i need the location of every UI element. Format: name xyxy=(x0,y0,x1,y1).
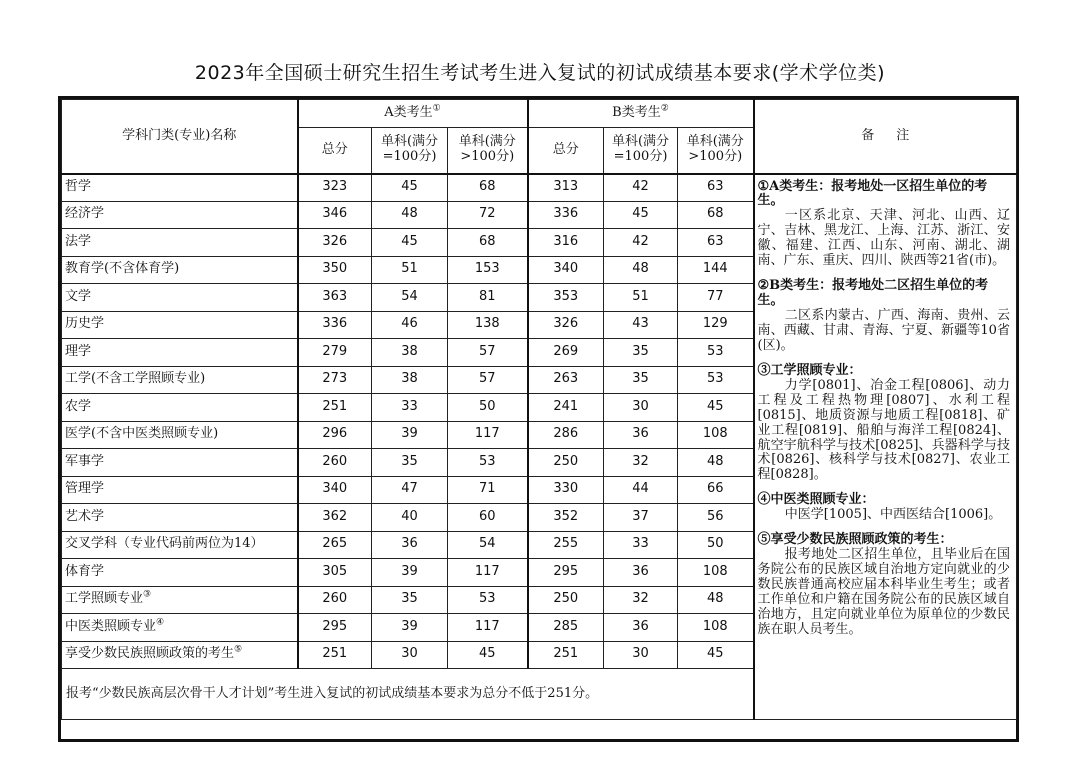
score-cell-a-100: 39 xyxy=(372,614,448,642)
score-cell-a-gt: 153 xyxy=(448,256,528,284)
subject-name-cell xyxy=(62,559,298,587)
subject-name-cell xyxy=(62,229,298,257)
subject-name: 哲学 xyxy=(65,179,92,195)
score-cell-b-100: 48 xyxy=(604,256,678,284)
note-title: ④中医类照顾专业： xyxy=(757,492,875,508)
header-group-b: B类考生② xyxy=(528,100,754,128)
score-cell-b-total: 330 xyxy=(528,476,604,504)
score-cell-b-total: 263 xyxy=(528,366,604,394)
score-cell-b-100: 45 xyxy=(604,201,678,229)
footnote-mark: ③ xyxy=(143,589,152,600)
score-cell-b-100: 36 xyxy=(604,614,678,642)
score-cell-b-100: 30 xyxy=(604,641,678,669)
score-cell-a-total: 279 xyxy=(298,339,372,367)
score-cell-a-gt: 53 xyxy=(448,449,528,477)
subject-name: 经济学 xyxy=(65,206,105,222)
note-block xyxy=(758,279,1011,354)
score-cell-a-gt: 57 xyxy=(448,366,528,394)
score-cell-b-total: 241 xyxy=(528,394,604,422)
score-cell-a-gt: 53 xyxy=(448,586,528,614)
score-cell-b-gt: 45 xyxy=(678,394,754,422)
note-body: 报考地处二区招生单位，且毕业后在国务院公布的民族区域自治地方定向就业的少数民族普通高校应届本科毕业生考生；或者工作单位和户籍在国务院公布的民族区域自治地方，且定向就业单位为原单位的少数民族在职人员考生。 xyxy=(757,547,1010,637)
score-cell-a-gt: 81 xyxy=(448,284,528,312)
score-cell-b-total: 316 xyxy=(528,229,604,257)
header-b-total: 总分 xyxy=(528,128,604,174)
score-cell-b-gt: 56 xyxy=(678,504,754,532)
score-cell-a-total: 346 xyxy=(298,201,372,229)
score-cell-a-total: 362 xyxy=(298,504,372,532)
score-cell-b-gt: 108 xyxy=(678,614,754,642)
score-cell-a-100: 51 xyxy=(372,256,448,284)
score-cell-a-100: 45 xyxy=(372,174,448,202)
score-cell-b-total: 269 xyxy=(528,339,604,367)
subject-name: 工学(不含工学照顾专业) xyxy=(65,371,206,387)
note-block xyxy=(758,533,1011,638)
score-cell-b-100: 32 xyxy=(604,449,678,477)
score-cell-a-100: 38 xyxy=(372,366,448,394)
header-a-single-gt100: 单科(满分 >100分) xyxy=(448,128,528,174)
score-cell-a-total: 336 xyxy=(298,311,372,339)
subject-name: 工学照顾专业 xyxy=(65,591,144,607)
score-cell-b-gt: 144 xyxy=(678,256,754,284)
score-cell-a-total: 273 xyxy=(298,366,372,394)
page-title: 2023年全国硕士研究生招生考试考生进入复试的初试成绩基本要求(学术学位类) xyxy=(194,62,886,84)
footnote-mark: ⑤ xyxy=(234,644,243,655)
score-table xyxy=(61,99,1017,720)
score-cell-a-gt: 54 xyxy=(448,531,528,559)
note-title: ②B类考生：报考地处二区招生单位的考生。 xyxy=(757,278,989,309)
header-a-total: 总分 xyxy=(298,128,372,174)
score-cell-a-total: 305 xyxy=(298,559,372,587)
subject-name: 体育学 xyxy=(65,563,105,579)
score-cell-a-total: 260 xyxy=(298,586,372,614)
score-cell-a-gt: 117 xyxy=(448,559,528,587)
subject-name-cell xyxy=(62,256,298,284)
score-cell-a-100: 38 xyxy=(372,339,448,367)
score-cell-b-total: 255 xyxy=(528,531,604,559)
subject-name-cell xyxy=(62,394,298,422)
note-body: 中医学[1005]、中西医结合[1006]。 xyxy=(784,507,1002,523)
header-remarks: 备注 xyxy=(754,100,1017,174)
score-cell-a-gt: 57 xyxy=(448,339,528,367)
score-cell-a-100: 45 xyxy=(372,229,448,257)
score-cell-b-100: 32 xyxy=(604,586,678,614)
score-cell-b-100: 51 xyxy=(604,284,678,312)
score-cell-a-total: 340 xyxy=(298,476,372,504)
remarks-notes xyxy=(754,174,1017,720)
score-cell-a-gt: 71 xyxy=(448,476,528,504)
subject-name: 文学 xyxy=(65,288,92,304)
score-cell-b-total: 250 xyxy=(528,449,604,477)
subject-name-cell xyxy=(62,449,298,477)
subject-name: 法学 xyxy=(65,233,92,249)
subject-name-cell xyxy=(62,421,298,449)
score-cell-b-gt: 45 xyxy=(678,641,754,669)
subject-name-cell xyxy=(62,339,298,367)
score-cell-b-total: 295 xyxy=(528,559,604,587)
subject-name-cell xyxy=(62,201,298,229)
score-cell-a-gt: 50 xyxy=(448,394,528,422)
score-cell-a-gt: 117 xyxy=(448,421,528,449)
score-cell-b-total: 285 xyxy=(528,614,604,642)
score-cell-a-100: 39 xyxy=(372,559,448,587)
score-cell-b-total: 313 xyxy=(528,174,604,202)
note-body: 力学[0801]、冶金工程[0806]、动力工程及工程热物理[0807]、水利工程[0815]、地质资源与地质工程[0818]、矿业工程[0819]、船舶与海洋工程[0824]、航空宇航科学与技术[0825]、兵器科学与技术[0826]、核科学与技术[0827]、农业工程[0828]。 xyxy=(757,377,1010,483)
score-cell-b-gt: 108 xyxy=(678,559,754,587)
score-cell-a-total: 296 xyxy=(298,421,372,449)
score-cell-b-total: 326 xyxy=(528,311,604,339)
score-cell-a-100: 36 xyxy=(372,531,448,559)
score-cell-a-100: 46 xyxy=(372,311,448,339)
score-cell-b-gt: 108 xyxy=(678,421,754,449)
header-a-single-100: 单科(满分 =100分) xyxy=(372,128,448,174)
subject-name-cell xyxy=(62,614,298,642)
score-cell-b-gt: 68 xyxy=(678,201,754,229)
score-cell-b-100: 42 xyxy=(604,174,678,202)
score-cell-b-100: 36 xyxy=(604,421,678,449)
note-title: ①A类考生：报考地处一区招生单位的考生。 xyxy=(757,178,988,209)
subject-name: 艺术学 xyxy=(65,508,105,524)
subject-name-cell xyxy=(62,311,298,339)
subject-name: 医学(不含中医类照顾专业) xyxy=(65,426,219,442)
score-cell-b-gt: 63 xyxy=(678,229,754,257)
score-cell-a-100: 54 xyxy=(372,284,448,312)
subject-name-cell xyxy=(62,366,298,394)
score-cell-b-gt: 63 xyxy=(678,174,754,202)
score-cell-b-total: 340 xyxy=(528,256,604,284)
subject-name-cell xyxy=(62,174,298,202)
score-cell-b-gt: 48 xyxy=(678,586,754,614)
score-cell-a-gt: 68 xyxy=(448,229,528,257)
score-cell-a-100: 35 xyxy=(372,586,448,614)
subject-name: 军事学 xyxy=(65,453,105,469)
subject-name-cell xyxy=(62,586,298,614)
subject-name-cell xyxy=(62,504,298,532)
subject-name: 交叉学科（专业代码前两位为14） xyxy=(65,536,264,552)
footer-note: 报考“少数民族高层次骨干人才计划”考生进入复试的初试成绩基本要求为总分不低于251分。 xyxy=(62,669,754,720)
note-block xyxy=(758,180,1011,270)
score-cell-b-100: 30 xyxy=(604,394,678,422)
note-block xyxy=(758,493,1011,523)
score-cell-a-100: 30 xyxy=(372,641,448,669)
score-cell-b-100: 36 xyxy=(604,559,678,587)
score-cell-a-total: 350 xyxy=(298,256,372,284)
score-cell-a-gt: 117 xyxy=(448,614,528,642)
score-cell-a-total: 251 xyxy=(298,641,372,669)
score-cell-a-gt: 45 xyxy=(448,641,528,669)
note-body: 一区系北京、天津、河北、山西、辽宁、吉林、黑龙江、上海、江苏、浙江、安徽、福建、江西、山东、河南、湖北、湖南、广东、重庆、四川、陕西等21省(市)。 xyxy=(757,208,1010,269)
score-cell-a-total: 251 xyxy=(298,394,372,422)
footnote-mark: ④ xyxy=(156,617,165,628)
note-title: ⑤享受少数民族照顾政策的考生： xyxy=(757,532,953,548)
note-block xyxy=(758,364,1011,484)
score-cell-a-total: 323 xyxy=(298,174,372,202)
score-cell-b-gt: 77 xyxy=(678,284,754,312)
score-cell-b-gt: 53 xyxy=(678,339,754,367)
table-row xyxy=(62,174,1017,202)
score-cell-b-gt: 48 xyxy=(678,449,754,477)
score-cell-a-gt: 72 xyxy=(448,201,528,229)
score-cell-a-gt: 68 xyxy=(448,174,528,202)
score-cell-b-gt: 50 xyxy=(678,531,754,559)
note-title: ③工学照顾专业： xyxy=(757,362,862,378)
score-cell-a-100: 39 xyxy=(372,421,448,449)
subject-name-cell xyxy=(62,476,298,504)
score-cell-b-100: 43 xyxy=(604,311,678,339)
subject-name: 农学 xyxy=(65,398,92,414)
subject-name-cell xyxy=(62,531,298,559)
score-cell-a-total: 363 xyxy=(298,284,372,312)
subject-name-cell xyxy=(62,284,298,312)
score-cell-a-total: 295 xyxy=(298,614,372,642)
header-b-single-gt100: 单科(满分 >100分) xyxy=(678,128,754,174)
score-cell-a-total: 326 xyxy=(298,229,372,257)
score-cell-b-100: 42 xyxy=(604,229,678,257)
header-group-a: A类考生① xyxy=(298,100,528,128)
score-cell-b-100: 37 xyxy=(604,504,678,532)
score-cell-a-total: 265 xyxy=(298,531,372,559)
score-cell-b-100: 35 xyxy=(604,366,678,394)
score-cell-a-100: 48 xyxy=(372,201,448,229)
score-cell-a-gt: 138 xyxy=(448,311,528,339)
subject-name: 理学 xyxy=(65,343,92,359)
subject-name: 中医类照顾专业 xyxy=(65,618,157,634)
header-subject-name: 学科门类(专业)名称 xyxy=(62,100,298,174)
subject-name: 享受少数民族照顾政策的考生 xyxy=(65,646,235,662)
score-cell-b-gt: 53 xyxy=(678,366,754,394)
score-cell-b-gt: 66 xyxy=(678,476,754,504)
subject-name: 管理学 xyxy=(65,481,105,497)
score-cell-b-100: 35 xyxy=(604,339,678,367)
score-cell-a-100: 40 xyxy=(372,504,448,532)
note-body: 二区系内蒙古、广西、海南、贵州、云南、西藏、甘肃、青海、宁夏、新疆等10省(区)。 xyxy=(757,308,1010,353)
header-b-single-100: 单科(满分 =100分) xyxy=(604,128,678,174)
score-cell-a-gt: 60 xyxy=(448,504,528,532)
score-cell-b-total: 352 xyxy=(528,504,604,532)
score-cell-a-100: 33 xyxy=(372,394,448,422)
score-cell-b-total: 336 xyxy=(528,201,604,229)
subject-name-cell xyxy=(62,641,298,669)
score-cell-b-total: 353 xyxy=(528,284,604,312)
score-cell-b-total: 251 xyxy=(528,641,604,669)
score-cell-b-100: 44 xyxy=(604,476,678,504)
score-cell-a-100: 35 xyxy=(372,449,448,477)
subject-name: 历史学 xyxy=(65,316,105,332)
score-cell-b-100: 33 xyxy=(604,531,678,559)
score-cell-a-total: 260 xyxy=(298,449,372,477)
subject-name: 教育学(不含体育学) xyxy=(65,261,180,277)
score-cell-b-total: 286 xyxy=(528,421,604,449)
score-cell-b-gt: 129 xyxy=(678,311,754,339)
score-cell-a-100: 47 xyxy=(372,476,448,504)
score-cell-b-total: 250 xyxy=(528,586,604,614)
